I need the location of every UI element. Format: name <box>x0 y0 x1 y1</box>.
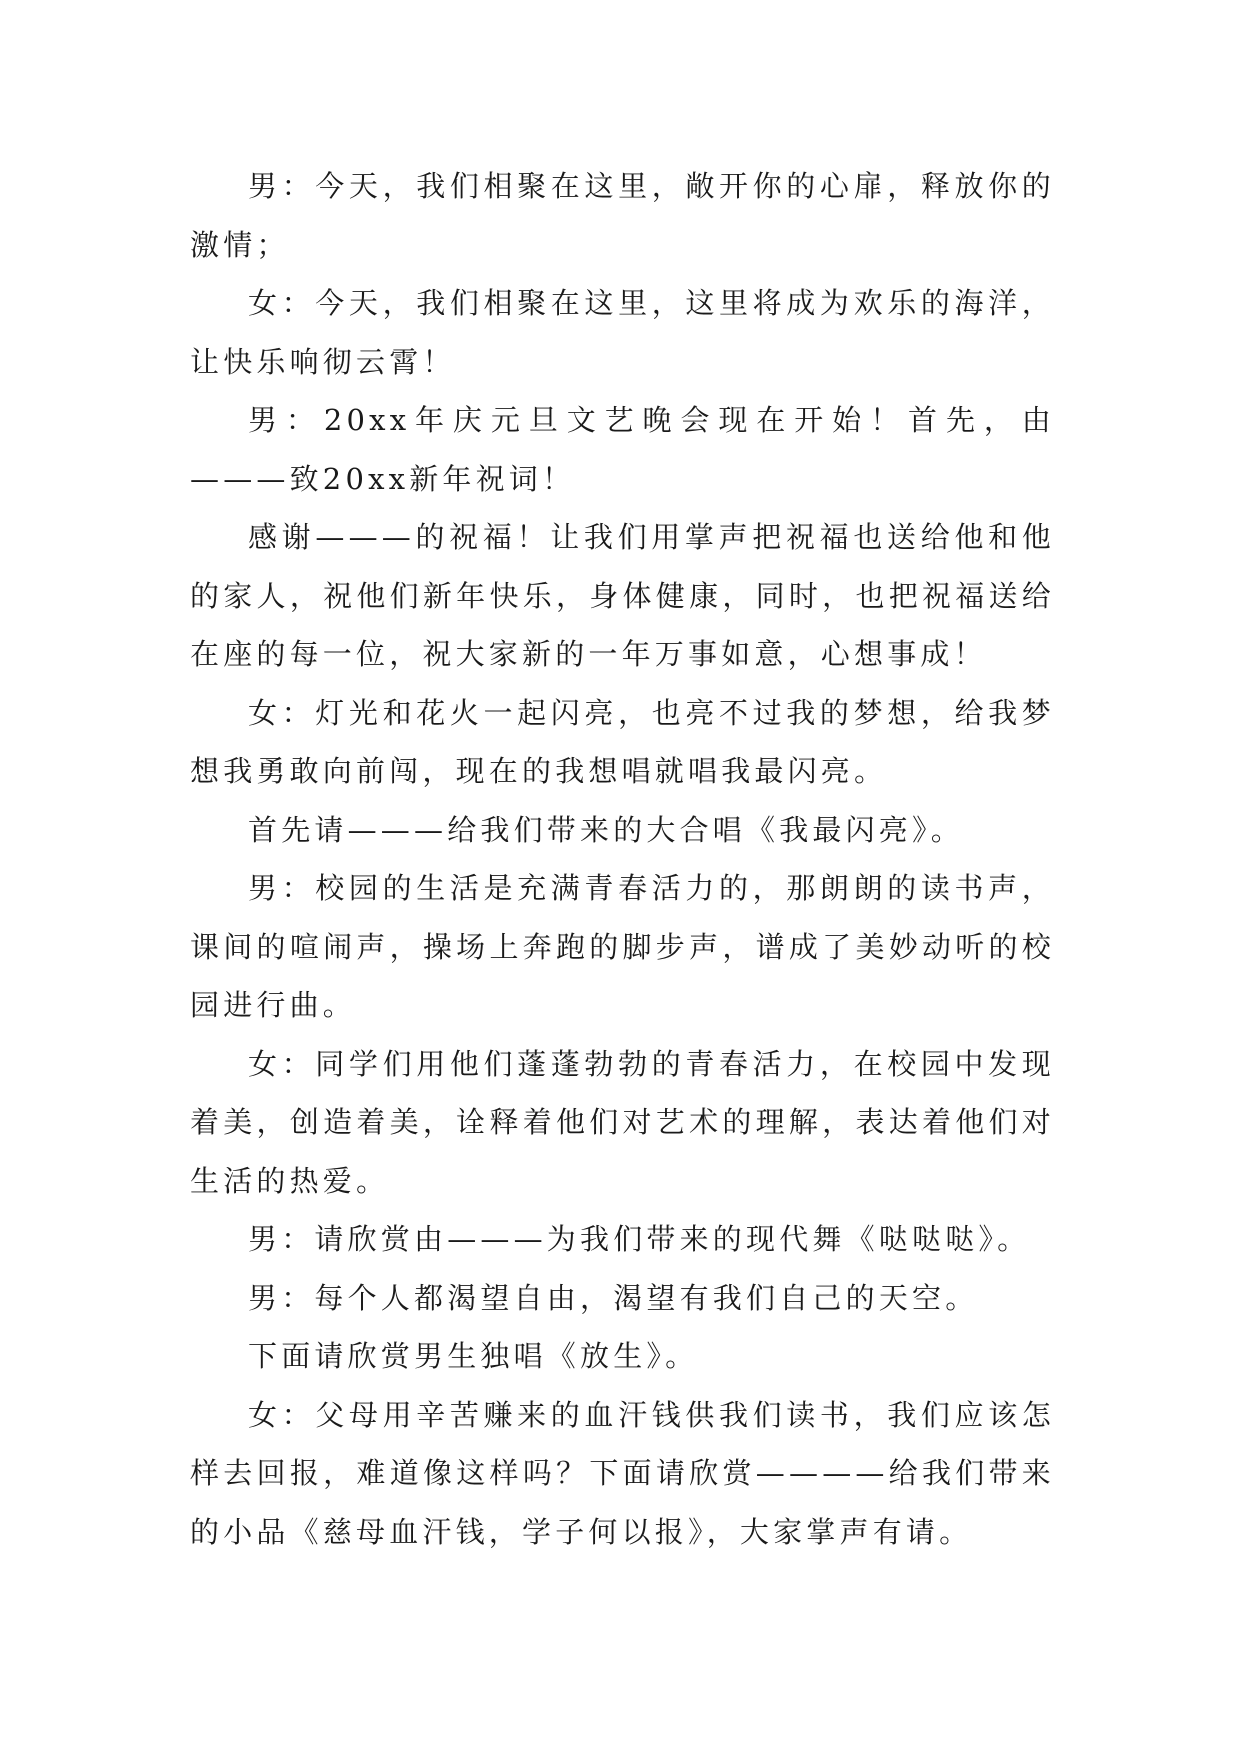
paragraph-5: 女：灯光和花火一起闪亮，也亮不过我的梦想，给我梦想我勇敢向前闯，现在的我想唱就唱我最闪亮。 <box>190 695 1055 788</box>
paragraph-9: 男：请欣赏由———为我们带来的现代舞《哒哒哒》。 <box>248 1222 1031 1256</box>
paragraph-3: 男：20xx年庆元旦文艺晚会现在开始！首先，由———致20xx新年祝词！ <box>190 403 1055 496</box>
document-body <box>190 157 1055 1561</box>
paragraph-12: 女：父母用辛苦赚来的血汗钱供我们读书，我们应该怎样去回报，难道像这样吗？下面请欣赏————给我们带来的小品《慈母血汗钱，学子何以报》，大家掌声有请。 <box>190 1397 1055 1549</box>
paragraph-10: 男：每个人都渴望自由，渴望有我们自己的天空。 <box>248 1280 979 1315</box>
paragraph-6: 首先请———给我们带来的大合唱《我最闪亮》。 <box>248 812 964 847</box>
paragraph-8: 女：同学们用他们蓬蓬勃勃的青春活力，在校园中发现着美，创造着美，诠释着他们对艺术的理解，表达着他们对生活的热爱。 <box>190 1046 1055 1198</box>
paragraph-11: 下面请欣赏男生独唱《放生》。 <box>248 1339 699 1373</box>
paragraph-2: 女：今天，我们相聚在这里，这里将成为欢乐的海洋，让快乐响彻云霄！ <box>190 286 1055 379</box>
paragraph-7: 男：校园的生活是充满青春活力的，那朗朗的读书声，课间的喧闹声，操场上奔跑的脚步声，谱成了美妙动听的校园进行曲。 <box>190 871 1055 1022</box>
paragraph-1: 男：今天，我们相聚在这里，敞开你的心扉，释放你的激情； <box>190 169 1055 262</box>
paragraph-4: 感谢———的祝福！让我们用掌声把祝福也送给他和他的家人，祝他们新年快乐，身体健康，同时，也把祝福送给在座的每一位，祝大家新的一年万事如意，心想事成！ <box>190 520 1055 671</box>
